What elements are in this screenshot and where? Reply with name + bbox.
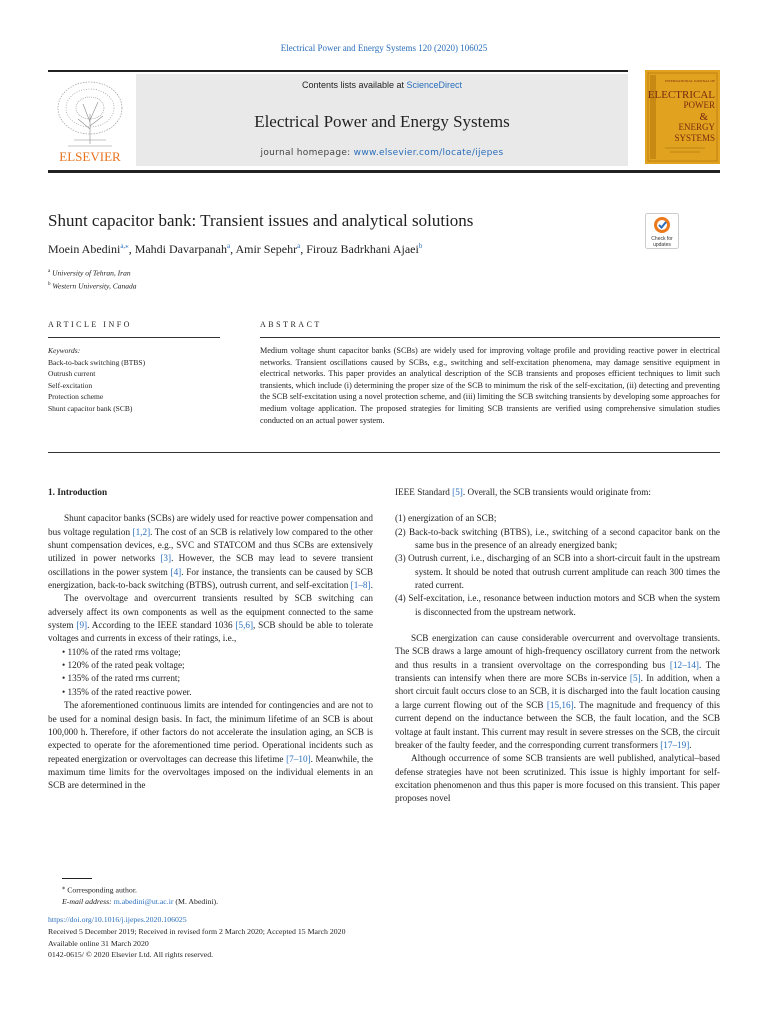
text-run: . The cost of an SCB is relatively low compared to the other shunt compensation devices, e.g., SVC and STATCOM and thus SCBs are extensively utilized in power networks	[48, 526, 373, 564]
contents-prefix: Contents lists available at	[301, 80, 407, 90]
journal-cover-image	[645, 70, 720, 164]
homepage-link[interactable]: www.elsevier.com/locate/ijepes	[353, 148, 504, 158]
text-run: . For instance, the transients can be caused by SCB energization, back-to-back switching (BTBS), outrush current, and self-excitation	[48, 566, 373, 591]
author-affil-sup[interactable]: a	[297, 242, 301, 250]
footnote-rule	[62, 878, 92, 879]
publication-info	[48, 914, 345, 961]
check-updates-line1: Check for	[651, 236, 673, 242]
keyword: Outrush current	[48, 369, 96, 378]
check-for-updates-badge[interactable]	[645, 213, 679, 249]
cover-line1: ELECTRICAL	[647, 89, 715, 101]
abstract-bottom-rule	[48, 452, 720, 453]
list-item: • 135% of the rated reactive power.	[62, 686, 373, 699]
text-run: . In addition, when a short circuit fault occurs close to an SCB, it is discharged into the fault location causing a large current flowing out of the SCB	[395, 673, 720, 710]
text-run: . The magnitude and frequency of this current depend on the inductance between the SCB, the fault location, and the SCB voltage at fault instant. This current may result in severe stresses on the SCB, the circuit breaker of the faulty feeder, and the corresponding current transformers	[395, 699, 720, 750]
text-run: .	[370, 580, 373, 591]
journal-reference[interactable]: Electrical Power and Energy Systems 120 (2020) 106025	[280, 43, 488, 53]
citation-link[interactable]: [5,6]	[235, 620, 254, 631]
citation-link[interactable]: [17–19]	[660, 739, 690, 750]
email-label: E-mail address:	[62, 896, 114, 906]
footnote-mark: ⁎	[62, 884, 66, 891]
paragraph: Although occurrence of some SCB transients are well published, analytical–based defense strategies have not been scrutinized. This issue is highly important for self-excitation phenomenon and thus this paper is more focused on this transient. This paper proposes novel	[395, 753, 720, 804]
list-item: • 110% of the rated rms voltage;	[62, 646, 373, 659]
author-affil-sup[interactable]: b	[418, 242, 423, 250]
keyword: Shunt capacitor bank (SCB)	[48, 403, 133, 413]
cover-line2: POWER	[683, 100, 715, 110]
text-run: . However, the SCB may lead to severe transient oscillations in the power system	[48, 553, 373, 577]
affiliation-sup: a	[48, 269, 51, 274]
affiliation-sup: b	[48, 281, 51, 287]
author-list: Moein Abedini$^{a,⁎}$, Mahdi Davarpanah$^a$, Amir Sepehr$^a$, Firouz Badrkhani Ajaei$^b$	[48, 242, 423, 256]
header-top-rule	[48, 70, 628, 72]
transient-origin-list	[395, 512, 720, 619]
cover-amp: &	[699, 111, 708, 123]
author-name: Firouz Badrkhani Ajaei	[306, 242, 419, 256]
citation-link[interactable]: [1,2]	[132, 526, 151, 537]
paragraph	[48, 699, 373, 792]
text-run: , SCB should be able to tolerate voltages and currents in excess of their ratings, i.e.,	[48, 620, 373, 644]
received-dates: Received 5 December 2019; Received in revised form 2 March 2020; Accepted 15 March 2020	[48, 926, 346, 936]
list-item: (2) Back-to-back switching (BTBS), i.e., switching of a second capacitor bank on the same bus in the presence of an already energized bank;	[395, 526, 720, 551]
elsevier-wordmark: ELSEVIER	[59, 149, 121, 164]
citation-link[interactable]: [9]	[76, 620, 88, 631]
corresponding-author-note	[62, 882, 218, 896]
citation-link[interactable]: [4]	[170, 566, 182, 577]
journal-title: Electrical Power and Energy Systems	[254, 112, 510, 131]
cover-line4: SYSTEMS	[674, 133, 715, 143]
footnote	[62, 882, 218, 907]
author-affil-sup[interactable]: a,⁎	[120, 242, 129, 250]
cover-line3: ENERGY	[678, 122, 715, 132]
citation-link[interactable]: [7–10]	[286, 753, 311, 764]
header-bottom-rule	[48, 170, 720, 173]
list-item: • 135% of the rated rms current;	[62, 672, 373, 685]
text-run: The overvoltage and overcurrent transients resulted by SCB switching can adversely affect its own components as well as the equipment connected to the same system	[48, 593, 373, 631]
section-heading: 1. Introduction	[48, 487, 108, 497]
text-run: . Meanwhile, the maximum time limits for the overvoltages imposed on the individual elements in an SCB are determined in the	[48, 753, 373, 791]
text-run: . The transients can intensify when there are more SCBs in-service	[395, 659, 720, 684]
citation-link[interactable]: [3]	[160, 553, 172, 564]
affiliation-text: University of Tehran, Iran	[52, 268, 131, 278]
list-item: (3) Outrush current, i.e., discharging of an SCB into a short-circuit fault in the upstream system. It should be noted that outrush current amplitude can reach 300 times the rated current.	[395, 553, 720, 591]
affiliations	[48, 266, 136, 291]
text-run: IEEE Standard	[395, 487, 453, 497]
text-run: The aforementioned continuous limits are intended for contingencies and are not to be used for a nominal design basis. In fact, the minimum lifetime of an SCB is about 100,000 h. Therefore, if other factors do not accelerate the insulation aging, an SCB is expected to operate for the aforementioned time period. Operational incidents such as repeated energization or overvoltages can decrease this lifetime	[48, 700, 373, 764]
affiliation	[48, 266, 136, 279]
keyword: Back-to-back switching (BTBS)	[48, 357, 146, 367]
list-item: (1) energization of an SCB;	[395, 513, 497, 524]
keywords-label: Keywords:	[48, 346, 81, 355]
body-left-column	[48, 486, 373, 793]
email-link[interactable]: m.abedini@ut.ac.ir	[113, 896, 174, 906]
paragraph	[395, 486, 720, 499]
paragraph	[48, 512, 373, 592]
author-name: Mahdi Davarpanah	[134, 242, 227, 256]
journal-homepage	[136, 148, 628, 158]
homepage-prefix: journal homepage:	[260, 148, 354, 158]
text-run: . Overall, the SCB transients would originate from:	[462, 487, 651, 497]
citation-link[interactable]: [1–8]	[350, 580, 371, 591]
ratings-bullet-list	[48, 646, 373, 699]
author-name: Amir Sepehr	[235, 242, 298, 256]
citation-link[interactable]: [15,16]	[546, 699, 574, 710]
keyword: Protection scheme	[48, 392, 104, 401]
check-updates-line2: updates	[653, 242, 671, 248]
online-date: Available online 31 March 2020	[48, 938, 149, 948]
keyword: Self-excitation	[48, 380, 93, 390]
affiliation-text: Western University, Canada	[52, 281, 137, 290]
citation-link[interactable]: [12–14]	[669, 659, 699, 670]
elsevier-tree-logo	[48, 74, 132, 164]
abstract-rule	[260, 337, 720, 338]
text-run: . According to the IEEE standard 1036	[87, 620, 236, 631]
citation-link[interactable]: [5]	[629, 673, 641, 684]
journal-header	[48, 70, 628, 166]
paragraph	[48, 592, 373, 645]
cover-small-text: INTERNATIONAL JOURNAL OF	[665, 79, 715, 83]
article-info-heading: ARTICLE INFO	[48, 320, 132, 329]
citation-link[interactable]: [5]	[452, 487, 463, 497]
list-item: • 120% of the rated peak voltage;	[62, 659, 373, 672]
author-affil-sup[interactable]: a	[226, 242, 231, 250]
text-run: Shunt capacitor banks (SCBs) are widely used for reactive power compensation and bus voltage regulation	[48, 513, 373, 537]
text-run: SCB energization can cause considerable overcurrent and overvoltage transients. The SCB draws a large amount of high-frequency oscillatory current from the network and thus results in a transient overvoltage on the corresponding bus	[395, 633, 720, 670]
email-line	[62, 896, 218, 907]
list-item: (4) Self-excitation, i.e., resonance between induction motors and SCB when the system is disconnected from the upstream network.	[395, 593, 720, 617]
abstract-text: Medium voltage shunt capacitor banks (SCBs) are widely used for improving voltage profile and providing reactive power in electrical networks. Transient oscillations caused by SCBs, e.g., switching and self-excitation phenomena, may damage sensitive equipment in electrical networks. This paper provides an analytical description of the SCB transients and proposes efficient techniques to limit such transients, which include (i) determining the proper size of the SCB to minimum the risk of the self-excitation, (ii) detecting and preventing the SCB self-excitation using a novel protection scheme, and (iii) limiting the SCB switching transients by developing some approaches for medium voltage application. The proposed strategies for limiting SCB transients are verified using comprehensive simulation studies conducted on an actual power system.	[260, 346, 720, 425]
header-info-panel	[136, 74, 628, 166]
email-suffix: (M. Abedini).	[173, 896, 219, 906]
article-info-rule	[48, 337, 220, 338]
body-right-column	[395, 486, 720, 806]
text-run: .	[689, 739, 692, 750]
contents-line	[136, 80, 628, 90]
doi-link[interactable]: https://doi.org/10.1016/j.ijepes.2020.106025	[48, 915, 187, 924]
paragraph	[395, 632, 720, 752]
sciencedirect-link[interactable]: ScienceDirect	[406, 80, 463, 90]
affiliation	[48, 279, 136, 292]
keywords-block	[48, 345, 145, 414]
abstract-heading: ABSTRACT	[260, 320, 322, 329]
footnote-text: Corresponding author.	[65, 885, 137, 895]
copyright: 0142-0615/ © 2020 Elsevier Ltd. All rights reserved.	[48, 950, 214, 960]
author-name: Moein Abedini	[48, 242, 121, 256]
paper-title: Shunt capacitor bank: Transient issues and analytical solutions	[48, 211, 474, 230]
